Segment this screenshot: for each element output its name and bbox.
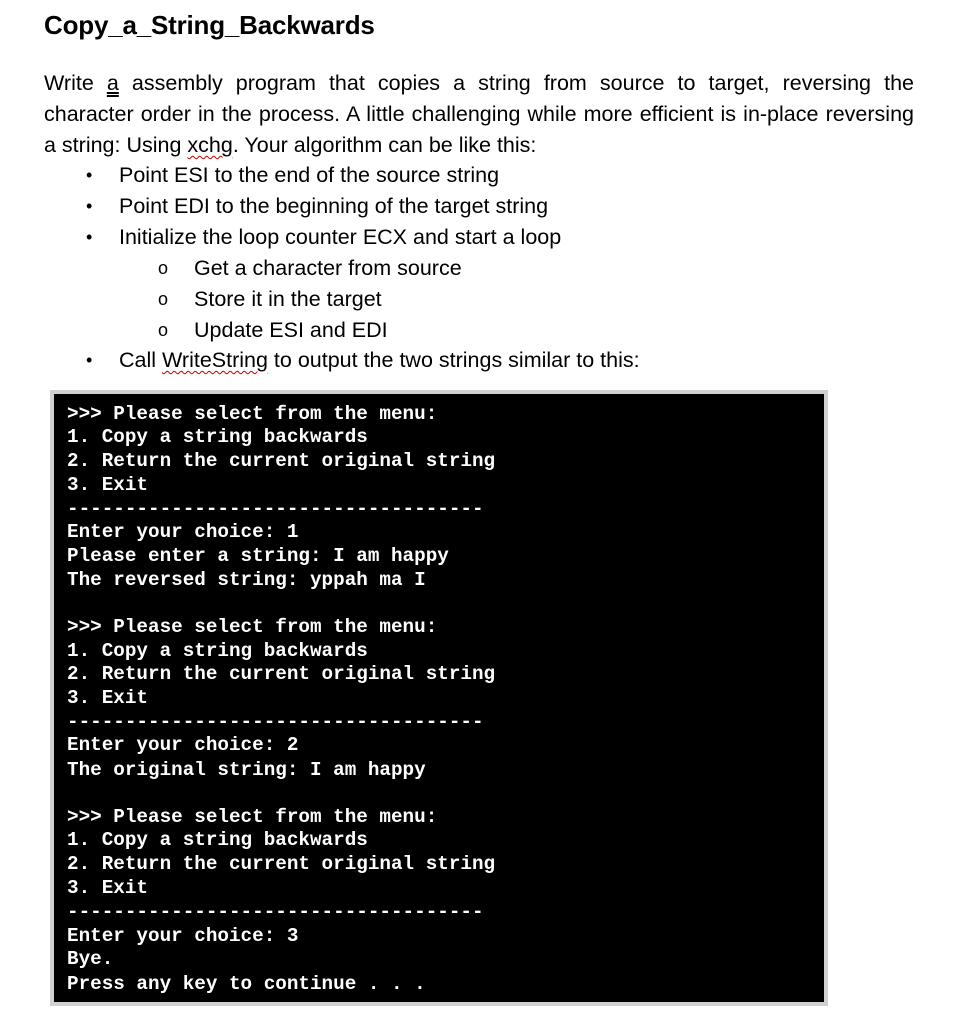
bullet-icon: • xyxy=(86,165,93,185)
bullet-icon: • xyxy=(86,227,93,247)
console-line: The reversed string: yppah ma I xyxy=(67,569,426,591)
console-line: Bye. xyxy=(67,948,114,970)
console-line: 3. Exit xyxy=(67,877,148,899)
console-line: Enter your choice: 3 xyxy=(67,925,299,947)
intro-text-2: assembly program that copies a string from source to target, reversing the character order in the process. A little challenging while more efficient is in-place reversing a string: Using xyxy=(44,71,914,157)
console-line: 1. Copy a string backwards xyxy=(67,640,368,662)
substep-text: Store it in the target xyxy=(194,287,382,311)
console-line: ------------------------------------ xyxy=(67,711,484,733)
step-text: Initialize the loop counter ECX and start a loop xyxy=(119,225,562,249)
sub-bullet-icon: o xyxy=(158,320,169,340)
console-line: The original string: I am happy xyxy=(67,759,426,781)
intro-text-1: Write xyxy=(44,71,107,95)
sub-bullet-icon: o xyxy=(158,258,169,278)
final-step-text-1: Call xyxy=(119,348,163,372)
intro-text-3: . Your algorithm can be like this: xyxy=(232,133,537,157)
console-line: 2. Return the current original string xyxy=(67,853,496,875)
console-line: ------------------------------------ xyxy=(67,498,484,520)
bullet-icon: • xyxy=(86,350,93,370)
console-line: 2. Return the current original string xyxy=(67,450,496,472)
final-step-text xyxy=(119,345,640,376)
console-line: 3. Exit xyxy=(67,687,148,709)
console-line: >>> Please select from the menu: xyxy=(67,616,438,638)
console-window xyxy=(50,390,828,1006)
sub-bullet-icon: o xyxy=(158,289,169,309)
substep-text: Update ESI and EDI xyxy=(194,318,388,342)
intro-word-xchg: xchg xyxy=(187,133,233,157)
final-step-word-writestring: WriteString xyxy=(162,348,268,372)
console-line: >>> Please select from the menu: xyxy=(67,806,438,828)
intro-paragraph xyxy=(44,68,914,161)
console-line: ------------------------------------ xyxy=(67,901,484,923)
console-line: 1. Copy a string backwards xyxy=(67,426,368,448)
step-text: Point ESI to the end of the source string xyxy=(119,163,500,187)
console-line: 2. Return the current original string xyxy=(67,663,496,685)
console-line: Press any key to continue . . . xyxy=(67,973,426,995)
bullet-icon: • xyxy=(86,196,93,216)
console-line: Enter your choice: 1 xyxy=(67,521,299,543)
page-title: Copy_a_String_Backwards xyxy=(44,10,375,40)
console-line: Enter your choice: 2 xyxy=(67,734,299,756)
console-line: 3. Exit xyxy=(67,474,148,496)
console-line: Please enter a string: I am happy xyxy=(67,545,449,567)
console-line: >>> Please select from the menu: xyxy=(67,403,438,425)
console-line: 1. Copy a string backwards xyxy=(67,829,368,851)
substep-text: Get a character from source xyxy=(194,256,462,280)
final-step-text-2: to output the two strings similar to this: xyxy=(267,348,640,372)
intro-word-a: a xyxy=(106,71,119,95)
step-text: Point EDI to the beginning of the target string xyxy=(119,194,549,218)
